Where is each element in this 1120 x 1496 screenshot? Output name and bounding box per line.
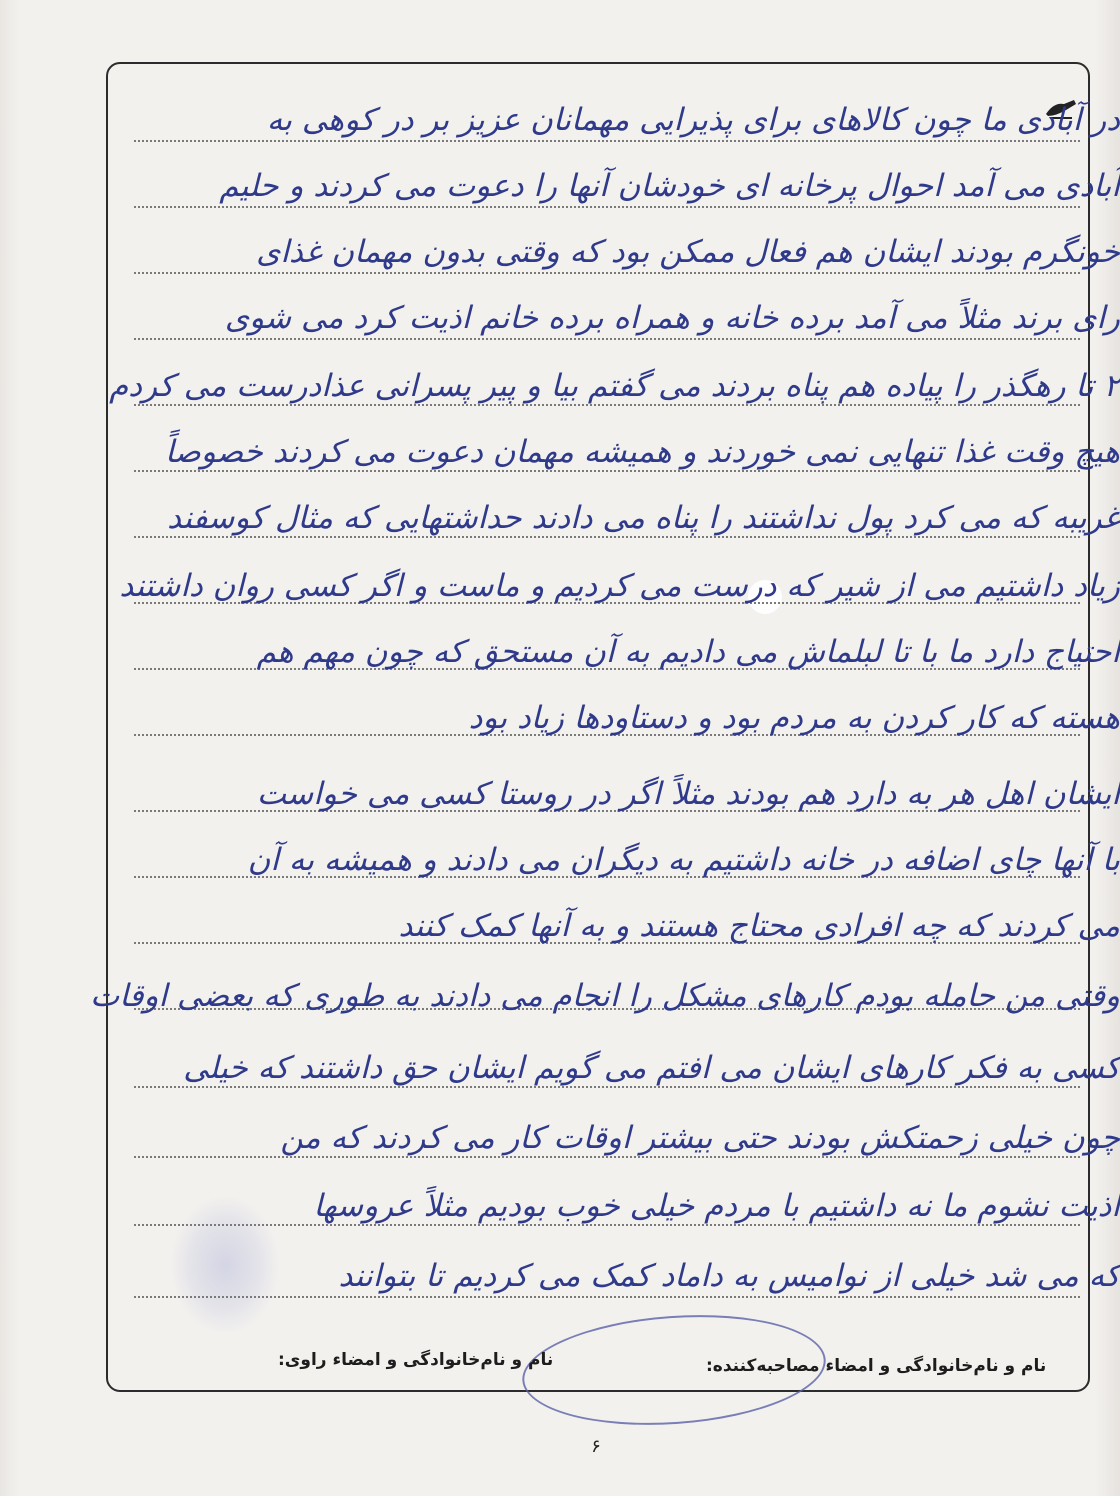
handwritten-line: رای برند مثلاً می آمد برده خانه و همراه برده خانم اذیت کرد می شوی bbox=[224, 300, 1120, 336]
handwritten-line: که می شد خیلی از نوامیس به داماد کمک می کردیم تا بتوانند bbox=[338, 1258, 1120, 1294]
handwritten-line: ایشان اهل هر به دارد هم بودند مثلاً اگر در روستا کسی می خواست bbox=[256, 776, 1120, 812]
handwritten-line: چون خیلی زحمتکش بودند حتی بیشتر اوقات کار می کردند که من bbox=[280, 1120, 1120, 1156]
writing-rule bbox=[134, 272, 1080, 274]
handwritten-line: اذیت نشوم ما نه داشتیم با مردم خیلی خوب بودیم مثلاً عروسها bbox=[313, 1188, 1120, 1224]
handwritten-line: خونگرم بودند ایشان هم فعال ممکن بود که وقتی بدون مهمان غذای bbox=[256, 234, 1120, 270]
interviewer-signature-label: نام و نام‌خانوادگی و امضاء مصاحبه‌کننده: bbox=[706, 1356, 1047, 1376]
handwritten-line: ۲ تا رهگذر را پیاده هم پناه بردند می گفتم بیا و پیر پسرانی عذادرست می کردم bbox=[109, 368, 1120, 404]
writing-rule bbox=[134, 338, 1080, 340]
page-number: ۶ bbox=[591, 1436, 601, 1457]
handwritten-line: آبادی می آمد احوال پرخانه ای خودشان آنها را دعوت می کردند و حلیم bbox=[219, 168, 1120, 204]
handwritten-line: با آنها چای اضافه در خانه داشتیم به دیگران می دادند و همیشه به آن bbox=[247, 842, 1120, 878]
handwritten-line: می کردند که چه افرادی محتاج هستند و به آنها کمک کنند bbox=[398, 908, 1120, 944]
handwritten-line: هیچ وقت غذا تنهایی نمی خوردند و همیشه مهمان دعوت می کردند خصوصاً bbox=[165, 434, 1120, 470]
handwritten-line: هسته که کار کردن به مردم بود و دستاودها زیاد بود bbox=[468, 700, 1120, 736]
narrator-signature-label: نام و نام‌خانوادگی و امضاء راوی: bbox=[278, 1350, 554, 1370]
handwritten-line: وقتی من حامله بودم کارهای مشکل را انجام می دادند به طوری که بعضی اوقات bbox=[90, 978, 1120, 1014]
writing-rule bbox=[134, 206, 1080, 208]
writing-rule bbox=[134, 1296, 1080, 1298]
handwritten-line: کسی به فکر کارهای ایشان می افتم می گویم ایشان حق داشتند که خیلی bbox=[183, 1050, 1120, 1086]
writing-rule bbox=[134, 140, 1080, 142]
handwritten-line: غریبه که می کرد پول نداشتند را پناه می دادند حداشتهایی که مثال کوسفند bbox=[167, 500, 1120, 536]
handwritten-line: احتیاج دارد ما با تا لبلماش می دادیم به آن مستحق که چون مهم هم bbox=[256, 634, 1120, 670]
handwritten-line: در آبادی ما چون کالاهای برای پذیرایی مهمانان عزیز بر در کوهی به bbox=[266, 102, 1120, 138]
handwritten-line: زیاد داشتیم می از شیر که درست می کردیم و ماست و اگر کسی روان داشتند bbox=[119, 568, 1120, 604]
